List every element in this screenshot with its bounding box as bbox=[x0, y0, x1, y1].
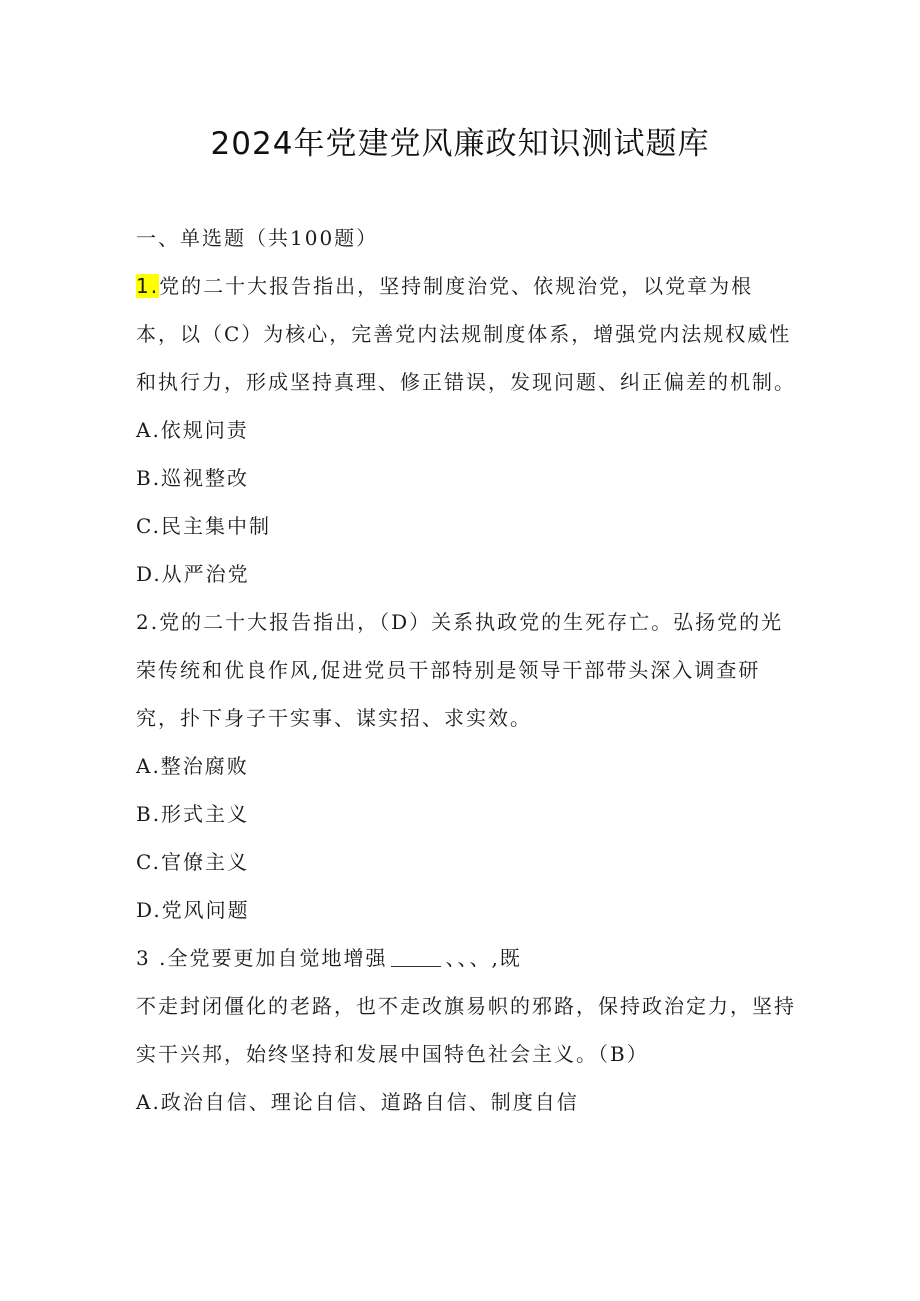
question-3-continued: 不走封闭僵化的老路，也不走改旗易帜的邪路，保持政治定力，坚持实干兴邦，始终坚持和发展中国特色社会主义。（B） bbox=[136, 994, 796, 1066]
question-2 bbox=[136, 598, 796, 742]
question-text: 党的二十大报告指出，（D）关系执政党的生死存亡。弘扬党的光荣传统和优良作风,促进党员干部特别是领导干部带头深入调查研究，扑下身子干实事、谋实招、求实效。 bbox=[136, 610, 784, 730]
option-2d: D.党风问题 bbox=[136, 898, 250, 922]
option-1d: D.从严治党 bbox=[136, 562, 250, 586]
document-title: 2024年党建党风廉政知识测试题库 bbox=[210, 126, 710, 162]
option-1c: C.民主集中制 bbox=[136, 514, 271, 538]
fill-blank bbox=[391, 948, 441, 967]
question-text-before: .全党要更加自觉地增强 bbox=[159, 946, 388, 970]
option-2b: B.形式主义 bbox=[136, 802, 250, 826]
section-heading: 一、单选题（共100题） bbox=[136, 226, 379, 250]
question-text-after: 、、、,既 bbox=[445, 946, 522, 970]
option-3a: A.政治自信、理论自信、道路自信、制度自信 bbox=[136, 1090, 579, 1114]
question-number-highlight: 1. bbox=[136, 274, 160, 298]
question-list bbox=[136, 214, 796, 1126]
option-2a: A.整治腐败 bbox=[136, 754, 249, 778]
option-1b: B.巡视整改 bbox=[136, 466, 250, 490]
question-3 bbox=[136, 934, 796, 982]
option-1a: A.依规问责 bbox=[136, 418, 249, 442]
question-text: 党的二十大报告指出，坚持制度治党、依规治党，以党章为根本，以（C）为核心，完善党内法规制度体系，增强党内法规权威性和执行力，形成坚持真理、修正错误，发现问题、纠正偏差的机制。 bbox=[136, 274, 796, 394]
option-2c: C.官僚主义 bbox=[136, 850, 249, 874]
question-number: 3 bbox=[136, 946, 151, 970]
question-number: 2. bbox=[136, 610, 160, 634]
question-1 bbox=[136, 262, 796, 406]
